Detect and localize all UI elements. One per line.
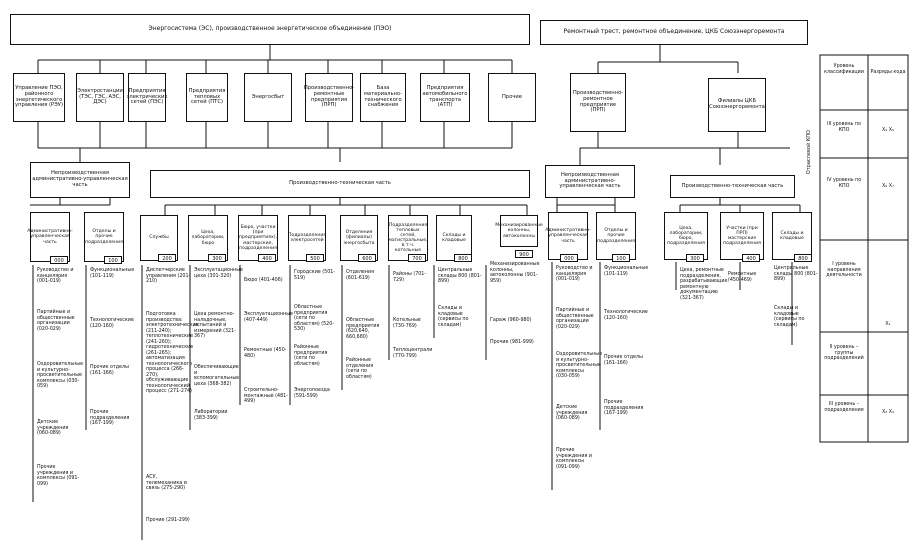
right-prod-part: Производственно-техническая часть: [670, 175, 795, 198]
right-dept-item: Технологические (120-160): [604, 310, 648, 321]
left-service-item: АСУ, телемеханика и связь (275-290): [146, 475, 187, 492]
enterprise-pes: Предприятия электрических сетей (ПЭС): [128, 73, 166, 122]
left-heat-item: Котельные (730-769): [393, 318, 421, 329]
enterprise-mts-base: База материально-технического снабжения: [360, 73, 406, 122]
left-heat-item: Теплоцентрали (770-799): [393, 348, 433, 359]
left-store-item: Склады и кладовые (сервисы по складам): [438, 306, 469, 328]
left-admin-item: Руководство и канцелярия (001-019): [37, 268, 74, 285]
left-admin-col-code-0: 000: [50, 256, 68, 264]
left-admin-item: Оздоровительные и культурно-просветительные комплексы (030-059): [37, 362, 84, 390]
right-prod-col-code-1: 400: [742, 254, 760, 262]
enterprise-other: Прочие: [488, 73, 536, 122]
legend-col2-header: Разряды кода: [870, 70, 906, 75]
left-prod-col-code-7: 900: [515, 250, 533, 258]
enterprise-atp: Предприятия автомобильного транспорта (АТП): [420, 73, 470, 122]
left-grid-item: Областные предприятия (сети по областям) (520-530): [294, 305, 334, 333]
right-prod-col-head-2: Склады и кладовые: [772, 212, 812, 260]
left-bureau-item: Строительно-монтажные (481-499): [244, 388, 288, 405]
left-sbyt-item: Районные отделения (сети по областям): [346, 358, 374, 380]
right-enterprise-prp: Производственно-ремонтное предприятие (ПРП): [570, 73, 626, 132]
left-column-item: Прочие (981-999): [490, 340, 534, 345]
left-heat-item: Районы (701-729): [393, 272, 427, 283]
left-prod-col-code-0: 200: [158, 254, 176, 262]
legend-level: III уровень по КПО: [827, 122, 861, 133]
right-prod-col-code-2: 800: [794, 254, 812, 262]
left-column-item: Гараж (960-980): [490, 318, 532, 323]
right-prod-col-head-1: Участки (при ПРП) мастерские подразделения: [720, 212, 764, 260]
legend-code: X₆ X₇: [882, 184, 894, 189]
left-service-item: Прочие (291-299): [146, 518, 190, 523]
left-dept-item: Функциональные (101-119): [90, 268, 135, 279]
legend-level: III уровень – подразделения: [824, 402, 864, 413]
legend-code: X₁: [885, 322, 891, 327]
left-prod-col-head-5: Подразделения тепловых сетей, магистральные, в т.ч. котельные: [388, 215, 428, 261]
left-dept-item: Технологические (120-160): [90, 318, 134, 329]
left-prod-part: Производственно-техническая часть: [150, 170, 530, 198]
right-store-item: Центральные склады 800 (801-899): [774, 266, 818, 283]
left-prod-col-code-1: 300: [208, 254, 226, 262]
left-prod-col-code-6: 800: [454, 254, 472, 262]
left-sbyt-item: Областные предприятия (620,640, 660,680): [346, 318, 380, 340]
right-admin-item: Оздоровительные и культурно-просветительные комплексы (030-059): [556, 352, 603, 380]
right-admin-col-head-1: Отделы и прочие подразделения: [596, 212, 636, 260]
left-admin-item: Партийные и общественные организации (020-029): [37, 310, 75, 332]
left-shop-item: Лаборатории (383-399): [194, 410, 228, 421]
left-bureau-item: Бюро (401-406): [244, 278, 283, 283]
right-admin-col-code-0: 000: [560, 254, 578, 262]
left-service-item: Диспетчерские управления (201-210): [146, 268, 191, 285]
right-store-item: Склады и кладовые (сервисы по складам): [774, 306, 805, 328]
legend-col1-header: Уровень классификации: [824, 64, 864, 75]
left-grid-item: Городские (501-519): [294, 270, 336, 281]
left-column-item: Механизированные колонны, автоколонны (901-959): [490, 262, 540, 284]
left-prod-col-head-2: Бюро, участки (при предприятиях), мастерские, подразделения: [238, 215, 278, 261]
left-prod-col-head-6: Склады и кладовые: [436, 215, 472, 261]
left-dept-item: Прочие подразделения (167-199): [90, 410, 130, 427]
right-admin-col-head-0: Административно-управленческая часть: [548, 212, 588, 260]
left-sbyt-item: Отделения (601-619): [346, 270, 374, 281]
left-service-item: Подготовка производства: электротехнические (211-240); теплотехнические (241-260); гидротехнические (261-265); автоматизация технологического процесса (266-270); обслуживающие технологический процесс (271-274): [146, 312, 199, 395]
right-dept-item: Прочие отделы (161-166): [604, 355, 643, 366]
left-shop-item: Эксплуатационные цеха (301-320): [194, 268, 243, 279]
left-shop-item: Обеспечивающие и вспомогательные цеха (368-382): [194, 365, 240, 387]
legend-level: I уровень направления деятельности: [826, 262, 862, 279]
enterprise-power-plants: Электростанции (ТЭС, ГЭС, АЭС, ДЭС): [76, 73, 124, 122]
right-admin-item: Партийные и общественные организации (020-029): [556, 308, 594, 330]
legend-code: X₄ X₅: [882, 128, 894, 133]
left-grid-item: Энергопоезда (591-599): [294, 388, 330, 399]
left-admin-part: Непроизводственная административно-управленческая часть: [30, 162, 130, 198]
right-prod-col-code-0: 300: [686, 254, 704, 262]
legend-level: II уровень – группы подразделений: [824, 345, 864, 362]
legend-level: IV уровень по КПО: [826, 178, 862, 189]
left-admin-col-head-0: Административно-управленческая часть: [30, 212, 70, 262]
right-enterprise-ckb: Филиалы ЦКБ Союзэнергоремонта: [708, 78, 766, 132]
left-admin-col-code-1: 100: [104, 256, 122, 264]
left-prod-col-code-4: 600: [358, 254, 376, 262]
enterprise-pts: Предприятия тепловых сетей (ПТС): [186, 73, 228, 122]
right-admin-part: Непроизводственная административно-управленческая часть: [545, 165, 635, 198]
left-prod-col-head-7: Механизированные колонны, автоколонны: [500, 215, 538, 247]
left-prod-col-head-1: Цеха, лаборатории, бюро: [188, 215, 228, 261]
left-store-item: Центральные склады 800 (801-899): [438, 268, 482, 285]
left-admin-item: Детские учреждения (060-089): [37, 420, 69, 437]
left-shop-item: Цеха ремонтно-наладочные, испытаний и измерений (321-367): [194, 312, 236, 340]
left-prod-col-code-2: 400: [258, 254, 276, 262]
right-top-title: Ремонтный трест, ремонтное объединение, ЦКБ Союзэнергоремонта: [540, 20, 808, 45]
right-admin-item: Руководство и канцелярия (001-019): [556, 266, 593, 283]
right-shop-item: Цеха, ремонтные подразделения, разрабатывающие ремонтную документацию (321-367): [680, 268, 728, 301]
left-prod-col-head-4: Отделения (филиалы) энергосбыта: [340, 215, 378, 261]
left-bureau-item: Ремонтные (450-480): [244, 348, 287, 359]
legend-code: X₂ X₃: [882, 410, 894, 415]
right-admin-item: Прочие учреждения и комплексы (091-099): [556, 448, 593, 470]
left-grid-item: Районные предприятия (сети по областям): [294, 345, 328, 367]
left-prod-col-code-5: 700: [408, 254, 426, 262]
right-bureau-item: Ремонтные (450-469): [728, 272, 757, 283]
right-admin-col-code-1: 100: [612, 254, 630, 262]
left-prod-col-code-3: 500: [306, 254, 324, 262]
enterprise-prp: Производственно-ремонтные предприятия (ПРП): [305, 73, 353, 122]
left-admin-col-head-1: Отделы и прочие подразделения: [84, 212, 124, 262]
left-top-title: Энергосистема (ЭС), производственное энергетическое объединение (ПЭО): [10, 14, 530, 45]
side-label-kpo: Отраслевой КПО: [806, 130, 812, 175]
enterprise-reu: Управление ПЭО, районного энергетического управления (РЭУ): [13, 73, 65, 122]
left-prod-col-head-0: Службы: [140, 215, 178, 261]
right-dept-item: Функциональные (101-119): [604, 266, 649, 277]
left-admin-item: Прочие учреждения и комплексы (091-099): [37, 465, 80, 487]
left-dept-item: Прочие отделы (161-166): [90, 365, 129, 376]
left-bureau-item: Эксплуатационные (407-449): [244, 312, 293, 323]
left-prod-col-head-3: Подразделения электросетей: [288, 215, 326, 261]
right-dept-item: Прочие подразделения (167-199): [604, 400, 644, 417]
right-prod-col-head-0: Цеха, лаборатории, бюро, подразделения: [664, 212, 708, 260]
enterprise-energosbyt: Энергосбыт: [244, 73, 292, 122]
right-admin-item: Детские учреждения (060-089): [556, 405, 588, 422]
